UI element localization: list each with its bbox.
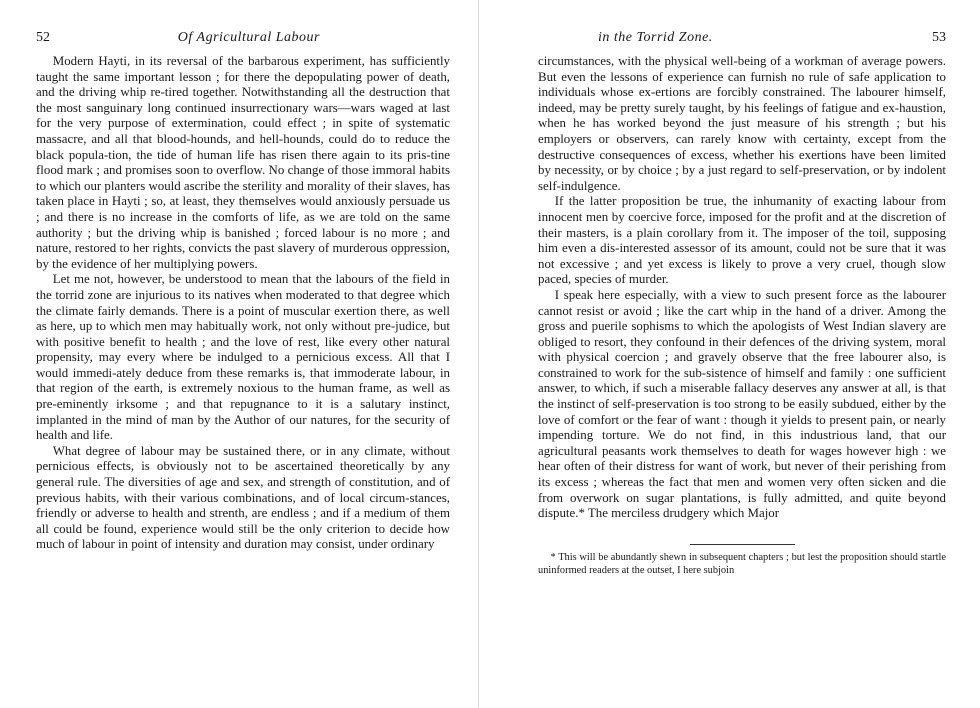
footnote-rule — [690, 544, 795, 545]
left-paragraph-1: Modern Hayti, in its reversal of the barbarous experiment, has sufficiently taught the same important lesson ; for there the depopulating power of death, and the driving whip re-tired together. Notwithstanding all the destruction that the most sanguinary long continued insurrectionary wars—wars waged at last for the very purpose of extermination, could effect ; in spite of systematic massacre, and all that blood-hounds, and hell-hounds, could do to reduce the black popula-tion, the tide of human life has risen there again to its pris-tine flood mark ; and promises soon to overflow. No change of those immoral habits to which our planters would ascribe the sterility and morality of their slaves, has taken place in Hayti ; so, at least, they themselves would anxiously persuade us ; and there is no increase in the comforts of life, as we are told on the same authority ; but the driving whip is banished ; forced labour is no more ; and nature, restored to her rights, convicts the past slavery of murderous oppression, by the evidence of her multiplying powers. — [36, 54, 450, 271]
right-paragraph-3: I speak here especially, with a view to such present force as the labourer cannot resist or avoid ; like the cart whip in the hand of a driver. Among the gross and puerile sophisms to which the apologists of West Indian slavery are obliged to resort, they confound in their defences of the driving system, moral with physical coercion ; and gravely observe that the free labourer also, is constrained to work for the sub-sistence of himself and family : one sufficient answer, to which, if such a miserable fallacy deserves any answer at all, is that the instinct of self-preservation is too strong to be easily subdued, either by the love of comfort or the fear of want : though it yields to present pain, or nearly impending torture. We do not find, in this industrious land, that our agricultural peasants work themselves to death for wages however high : we hear often of their distress for want of work, but never of their perishing from its excess ; whereas the fact that men and women very often sicken and die from overwork on sugar plantations, is fully admitted, and quite beyond dispute.* The merciless drudgery which Major — [538, 287, 946, 521]
right-page — [478, 0, 980, 708]
left-paragraph-2: Let me not, however, be understood to mean that the labours of the field in the torrid zone are injurious to its natives when moderated to that degree which the climate fairly demands. There is a point of muscular exertion there, as well as here, up to which men may habitually work, not only without pre-judice, but with positive benefit to health ; and the love of rest, like every other natural propensity, may every where be indulged to a pernicious excess. All that I would immedi-ately deduce from these remarks is, that immoderate labour, in that region of the earth, is extremely noxious to the human frame, as well as pre-eminently irksome ; and that repugnance to it is a salutary instinct, implanted in the mind of man by the Author of our natures, for the security of health and life. — [36, 272, 450, 443]
right-paragraph-2: If the latter proposition be true, the inhumanity of exacting labour from innocent men by coercive force, imposed for the profit and at the discretion of their masters, is a plain corollary from it. The imposer of the toil, supposing him even a dis-interested assessor of its amount, could not be sure that it was not excessive ; and yet excess is likely to prove a very cruel, though slow paced, species of murder. — [538, 194, 946, 287]
right-running-title: in the Torrid Zone. — [598, 30, 713, 45]
left-running-head — [36, 30, 450, 48]
left-body-text — [36, 54, 450, 553]
right-running-head — [538, 30, 946, 48]
left-running-title: Of Agricultural Labour — [177, 30, 320, 45]
left-page — [0, 0, 478, 708]
right-body-text — [538, 54, 946, 522]
right-paragraph-1: circumstances, with the physical well-being of a workman of average powers. But even the lessons of experience can furnish no rule of safe application to individuals whose ex-ertions are forcibly constrained. The labourer himself, indeed, may be pretty surely taught, by his feelings of fatigue and ex-haustion, when he has worked beyond the just measure of his strength ; but his employers or observers, can rarely know with certainty, except from the destructive consequences of excess, whether his exertions have been limited by necessity, or by choice ; by a just regard to self-preservation, or by indolent self-indulgence. — [538, 54, 946, 193]
left-page-number: 52 — [36, 30, 50, 45]
left-paragraph-3: What degree of labour may be sustained there, or in any climate, without pernicious effects, is obviously not to be ascertained theoretically by any general rule. The diversities of age and sex, and strength of constitution, and of previous habits, with their various combinations, and of local circum-stances, friendly or adverse to health and strenth, are endless ; and if a medium of them all could be found, experience would still be the only criterion to decide how much of labour in point of intensity and duration may consist, under ordinary — [36, 443, 450, 552]
footnote: * This will be abundantly shewn in subsequent chapters ; but lest the proposition should startle uninformed readers at the outset, I here subjoin — [538, 551, 946, 576]
right-page-number: 53 — [932, 30, 946, 45]
